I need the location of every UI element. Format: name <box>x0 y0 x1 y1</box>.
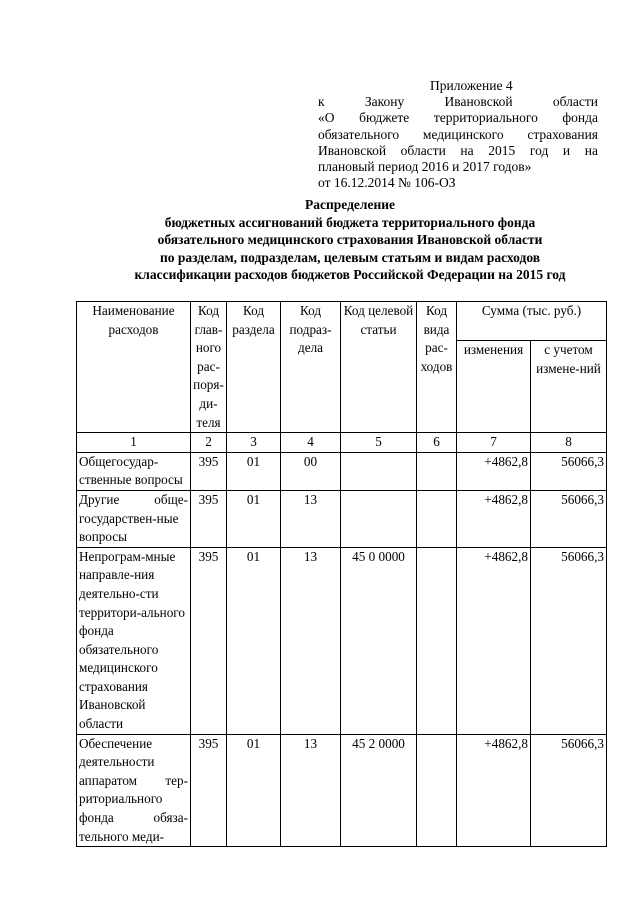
row-vid <box>417 734 457 847</box>
row-podrazdel: 00 <box>281 452 341 490</box>
header-name: Наименование расходов <box>77 302 191 433</box>
table-row <box>77 490 607 547</box>
row-vid <box>417 452 457 490</box>
heading-line: обязательного медицинского страхования Ивановской области <box>157 232 543 247</box>
row-change: +4862,8 <box>457 490 531 547</box>
heading-line: бюджетных ассигнований бюджета территориального фонда <box>164 214 536 230</box>
heading-line: по разделам, подразделам, целевым статьям и видам расходов <box>159 249 541 265</box>
table-row <box>77 452 607 490</box>
row-total: 56066,3 <box>531 547 607 734</box>
row-name: Другие обще-государствен-ные вопросы <box>77 490 191 547</box>
row-podrazdel: 13 <box>281 547 341 734</box>
column-number: 5 <box>341 433 417 453</box>
column-number: 6 <box>417 433 457 453</box>
header-sum: Сумма (тыс. руб.) <box>457 302 607 341</box>
table-row <box>77 547 607 734</box>
header-target: Код целевой статьи <box>341 302 417 433</box>
row-target <box>341 490 417 547</box>
row-total: 56066,3 <box>531 490 607 547</box>
row-razdel: 01 <box>227 490 281 547</box>
row-podrazdel: 13 <box>281 734 341 847</box>
law-reference: от 16.12.2014 № 106-ОЗ <box>318 175 456 191</box>
appendix-line: «О бюджете территориального фонда <box>318 110 598 126</box>
appendix-line: плановый период 2016 и 2017 годов» <box>318 159 532 175</box>
row-change: +4862,8 <box>457 734 531 847</box>
column-number: 3 <box>227 433 281 453</box>
row-podrazdel: 13 <box>281 490 341 547</box>
row-target: 45 2 0000 <box>341 734 417 847</box>
appendix-line: обязательного медицинского страхования <box>318 126 598 142</box>
row-razdel: 01 <box>227 452 281 490</box>
header-with-change: с учетом измене-ний <box>531 341 607 433</box>
row-glav: 395 <box>191 490 227 547</box>
row-name: Непрограм-мные направле-ния деятельно-сти территори-ального фонда обязательного медицинского страхования Ивановской области <box>77 547 191 734</box>
row-change: +4862,8 <box>457 452 531 490</box>
header-change: изменения <box>457 341 531 433</box>
appendix-line: к Закону Ивановской области <box>318 94 598 110</box>
row-name: Обеспечение деятельности аппаратом тер-риториального фонда обяза-тельного меди- <box>77 734 191 847</box>
row-razdel: 01 <box>227 547 281 734</box>
column-number: 7 <box>457 433 531 453</box>
row-total: 56066,3 <box>531 452 607 490</box>
row-glav: 395 <box>191 734 227 847</box>
header-vid: Код вида рас-ходов <box>417 302 457 433</box>
row-change: +4862,8 <box>457 547 531 734</box>
row-vid <box>417 490 457 547</box>
row-total: 56066,3 <box>531 734 607 847</box>
header-glav: Код глав-ного рас-поря-ди-теля <box>191 302 227 433</box>
appendix-line: Ивановской области на 2015 год и на <box>318 142 598 158</box>
column-number: 8 <box>531 433 607 453</box>
header-razdel: Код раздела <box>227 302 281 433</box>
row-vid <box>417 547 457 734</box>
column-number: 4 <box>281 433 341 453</box>
table-row <box>77 734 607 847</box>
header-row <box>77 302 607 341</box>
row-target: 45 0 0000 <box>341 547 417 734</box>
column-number-row <box>77 433 607 453</box>
row-name: Общегосудар-ственные вопросы <box>77 452 191 490</box>
row-razdel: 01 <box>227 734 281 847</box>
column-number: 1 <box>77 433 191 453</box>
document-heading <box>60 196 640 284</box>
budget-table <box>76 301 607 847</box>
appendix-block <box>318 78 598 191</box>
heading-title: Распределение <box>304 197 396 212</box>
row-glav: 395 <box>191 452 227 490</box>
heading-line: классификации расходов бюджетов Российской Федерации на 2015 год <box>134 267 566 282</box>
row-target <box>341 452 417 490</box>
row-glav: 395 <box>191 547 227 734</box>
column-number: 2 <box>191 433 227 453</box>
appendix-title: Приложение 4 <box>430 78 513 93</box>
header-podrazdel: Код подраз-дела <box>281 302 341 433</box>
